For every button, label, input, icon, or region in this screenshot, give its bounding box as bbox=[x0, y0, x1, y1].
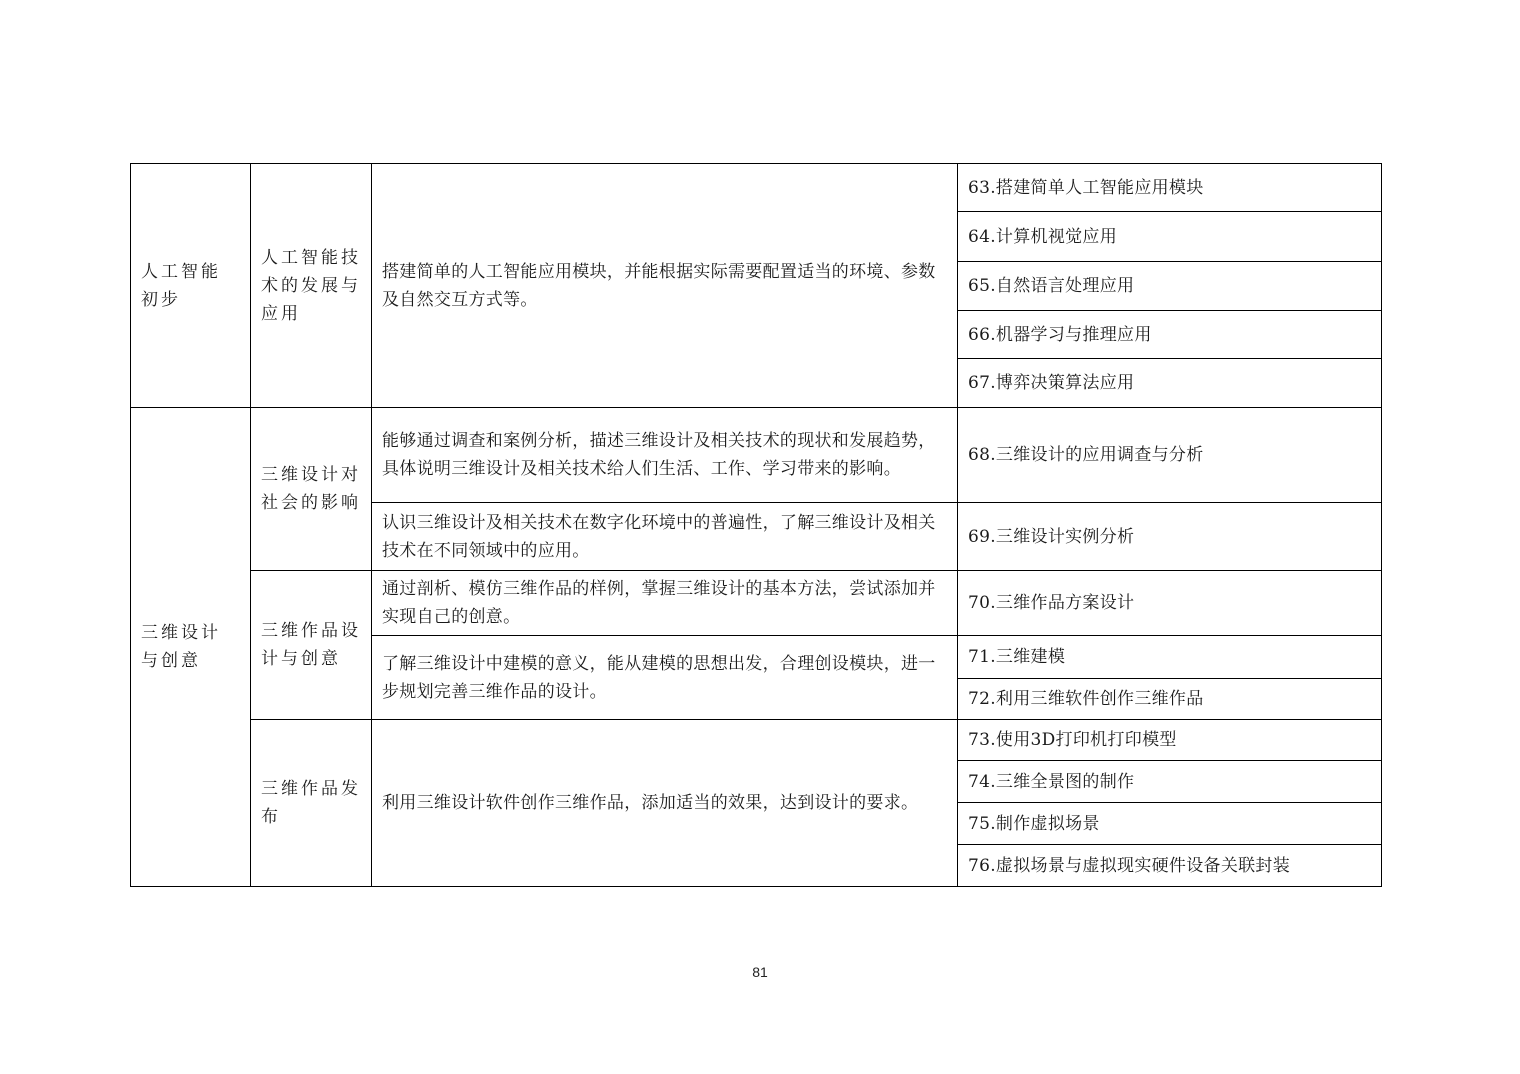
activity-cell: 65.自然语言处理应用 bbox=[958, 262, 1382, 311]
module-cell: 三维设计与创意 bbox=[131, 408, 251, 887]
activity-cell: 75.制作虚拟场景 bbox=[958, 803, 1382, 845]
topic-cell: 三维作品设计与创意 bbox=[251, 571, 372, 720]
table-row bbox=[131, 571, 1382, 636]
page-number: 81 bbox=[752, 964, 768, 980]
activity-cell: 69.三维设计实例分析 bbox=[958, 503, 1382, 571]
activity-cell: 73.使用3D打印机打印模型 bbox=[958, 720, 1382, 761]
requirement-cell: 了解三维设计中建模的意义，能从建模的思想出发，合理创设模块，进一步规划完善三维作品的设计。 bbox=[372, 636, 958, 720]
activity-cell: 63.搭建简单人工智能应用模块 bbox=[958, 164, 1382, 212]
activity-cell: 76.虚拟场景与虚拟现实硬件设备关联封装 bbox=[958, 845, 1382, 887]
activity-cell: 74.三维全景图的制作 bbox=[958, 761, 1382, 803]
requirement-cell: 搭建简单的人工智能应用模块，并能根据实际需要配置适当的环境、参数及自然交互方式等。 bbox=[372, 164, 958, 408]
activity-cell: 70.三维作品方案设计 bbox=[958, 571, 1382, 636]
requirement-cell: 通过剖析、模仿三维作品的样例，掌握三维设计的基本方法，尝试添加并实现自己的创意。 bbox=[372, 571, 958, 636]
table-row bbox=[131, 720, 1382, 761]
activity-cell: 66.机器学习与推理应用 bbox=[958, 311, 1382, 359]
topic-cell: 三维设计对社会的影响 bbox=[251, 408, 372, 571]
activity-cell: 67.博弈决策算法应用 bbox=[958, 359, 1382, 408]
activity-cell: 68.三维设计的应用调查与分析 bbox=[958, 408, 1382, 503]
requirement-cell: 认识三维设计及相关技术在数字化环境中的普遍性，了解三维设计及相关技术在不同领域中的应用。 bbox=[372, 503, 958, 571]
module-cell: 人工智能初步 bbox=[131, 164, 251, 408]
activity-cell: 64.计算机视觉应用 bbox=[958, 212, 1382, 262]
table-row bbox=[131, 408, 1382, 503]
topic-cell: 人工智能技术的发展与应用 bbox=[251, 164, 372, 408]
topic-cell: 三维作品发布 bbox=[251, 720, 372, 887]
requirement-cell: 能够通过调查和案例分析，描述三维设计及相关技术的现状和发展趋势，具体说明三维设计及相关技术给人们生活、工作、学习带来的影响。 bbox=[372, 408, 958, 503]
table-row bbox=[131, 164, 1382, 212]
requirement-cell: 利用三维设计软件创作三维作品，添加适当的效果，达到设计的要求。 bbox=[372, 720, 958, 887]
activity-cell: 71.三维建模 bbox=[958, 636, 1382, 679]
curriculum-table bbox=[130, 163, 1382, 887]
activity-cell: 72.利用三维软件创作三维作品 bbox=[958, 679, 1382, 720]
